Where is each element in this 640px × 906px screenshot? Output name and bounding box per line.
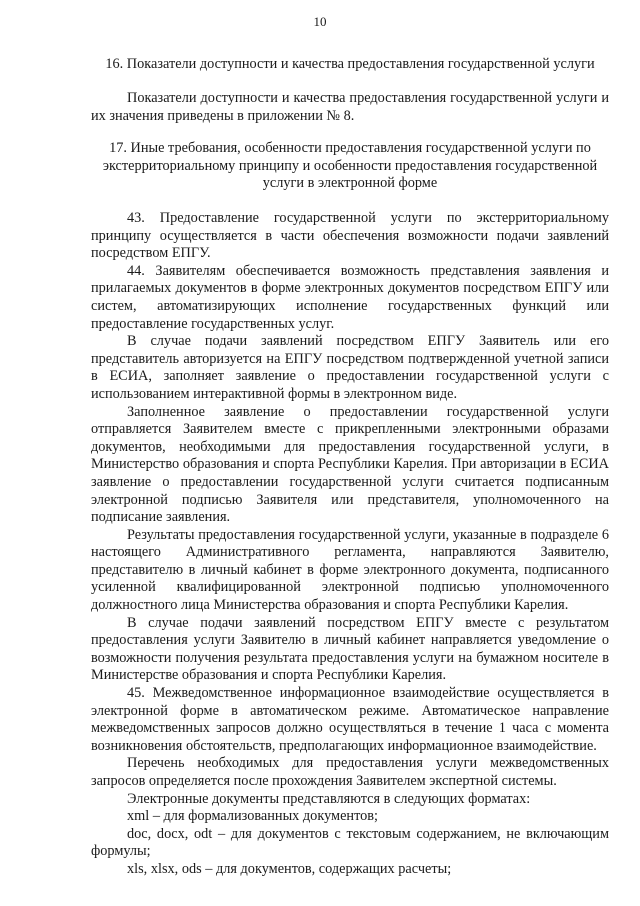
section-17-heading: 17. Иные требования, особенности предоставления государственной услуги по экстерриториальному принципу и особенности предоставления государственной услуги в электронной форме	[102, 140, 598, 192]
page-number: 10	[313, 14, 327, 29]
list-item-xml: xml – для формализованных документов;	[127, 808, 378, 825]
paragraph-44: 44. Заявителям обеспечивается возможность представления заявления и прилагаемых документов в форме электронных документов посредством ЕПГУ или систем, автоматизирующих исполнение государственных функций или предоставление государственных услуг.	[91, 262, 609, 332]
paragraph-45: 45. Межведомственное информационное взаимодействие осуществляется в электронной форме в автоматическом режиме. Автоматическое направление межведомственных запросов должно осуществляться в течение 1 часа с момента возникновения обстоятельств, предполагающих информационное взаимодействие.	[91, 685, 609, 754]
section-16-heading: 16. Показатели доступности и качества предоставления государственной услуги	[105, 56, 595, 72]
section-16-text: Показатели доступности и качества предоставления государственной услуги и их значения приведены в приложении № 8.	[91, 90, 609, 124]
list-item-doc: doc, docx, odt – для документов с текстовым содержанием, не включающим формулы;	[91, 825, 609, 860]
paragraph-requests-list: Перечень необходимых для предоставления услуги межведомственных запросов определяется после прохождения Заявителем экспертной системы.	[91, 755, 609, 789]
paragraph-formats-intro: Электронные документы представляются в следующих форматах:	[127, 790, 531, 807]
paragraph-epgu-auth: В случае подачи заявлений посредством ЕПГУ Заявитель или его представитель авторизуется на ЕПГУ посредством подтвержденной учетной записи в ЕСИА, заполняет заявление о предоставлении государственной услуги с использованием интерактивной формы в электронном виде.	[91, 333, 609, 402]
list-item-xls: xls, xlsx, ods – для документов, содержащих расчеты;	[127, 860, 452, 877]
paragraph-43: 43. Предоставление государственной услуги по экстерриториальному принципу осуществляется в части обеспечения возможности подачи заявлений посредством ЕПГУ.	[91, 210, 609, 262]
section-17-body	[91, 210, 609, 879]
paragraph-results: Результаты предоставления государственной услуги, указанные в подразделе 6 настоящего Административного регламента, направляются Заявителю, представителю в личный кабинет в форме электронного документа, подписанного усиленной квалифицированной электронной подписью уполномоченного должностного лица Министерства образования и спорта Республики Карелия.	[91, 526, 609, 614]
paragraph-notification: В случае подачи заявлений посредством ЕПГУ вместе с результатом предоставления услуги Заявителю в личный кабинет направляется уведомление о возможности получения результата предоставления услуги на бумажном носителе в Министерстве образования и спорта Республики Карелия.	[91, 614, 609, 684]
paragraph-filled-application: Заполненное заявление о предоставлении государственной услуги отправляется Заявителем вместе с прикрепленными электронными образами документов, необходимыми для предоставления государственной услуги, в Министерство образования и спорта Республики Карелия. При авторизации в ЕСИА заявление о предоставлении государственной услуги считается подписанным электронной подписью Заявителя или представителя, уполномоченного на подписание заявления.	[91, 403, 609, 526]
